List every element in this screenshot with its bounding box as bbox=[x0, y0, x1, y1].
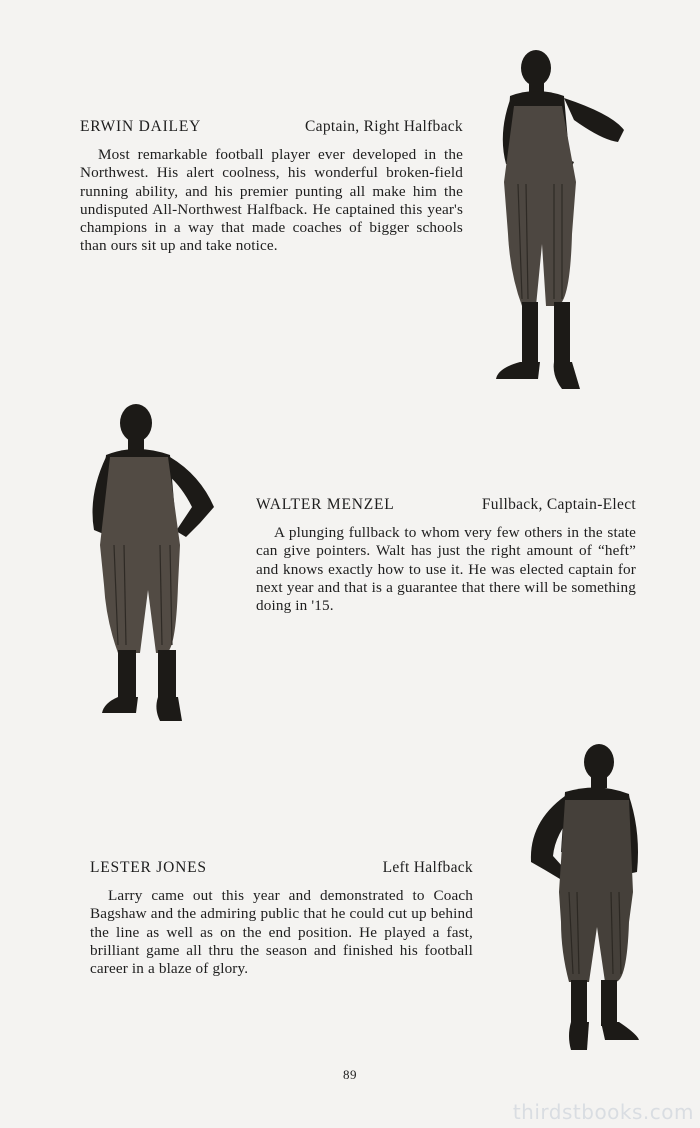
player-heading bbox=[90, 859, 473, 877]
player-bio: A plunging fullback to whom very few others in the state can give pointers. Walt has just the right amount of “heft” and knows exactly how to use it. He was elected captain for next year and that is a guarantee that there will be something doing in '15. bbox=[256, 524, 636, 615]
player-name: LESTER JONES bbox=[90, 859, 207, 876]
player-position: Captain, Right Halfback bbox=[305, 118, 463, 135]
player-position: Fullback, Captain-Elect bbox=[481, 496, 636, 513]
player-photo-dailey bbox=[492, 44, 632, 394]
page-number: 89 bbox=[343, 1067, 357, 1082]
watermark: thirdstbooks.com bbox=[512, 1100, 694, 1124]
player-entry-menzel bbox=[256, 496, 636, 615]
player-position: Left Halfback bbox=[382, 859, 473, 876]
player-bio: Most remarkable football player ever developed in the Northwest. His alert coolness, his wonderful broken-field running ability, and his premier punting all make him the undisputed All-Northwest Halfback. He captained this year's champions in a way that made coaches of bigger schools than ours sit up and take notice. bbox=[80, 146, 463, 255]
player-photo-menzel bbox=[88, 395, 223, 725]
player-name: ERWIN DAILEY bbox=[80, 118, 202, 135]
player-photo-jones bbox=[525, 742, 645, 1054]
player-name: WALTER MENZEL bbox=[256, 496, 395, 513]
player-heading bbox=[256, 496, 636, 514]
player-entry-jones bbox=[90, 859, 473, 978]
player-entry-dailey bbox=[80, 118, 463, 256]
player-bio: Larry came out this year and demonstrated to Coach Bagshaw and the admiring public that he could cut up behind the line as well as on the end position. He played a fast, brilliant game all thru the season and finished his football career in a blaze of glory. bbox=[90, 887, 473, 978]
player-heading bbox=[80, 118, 463, 136]
